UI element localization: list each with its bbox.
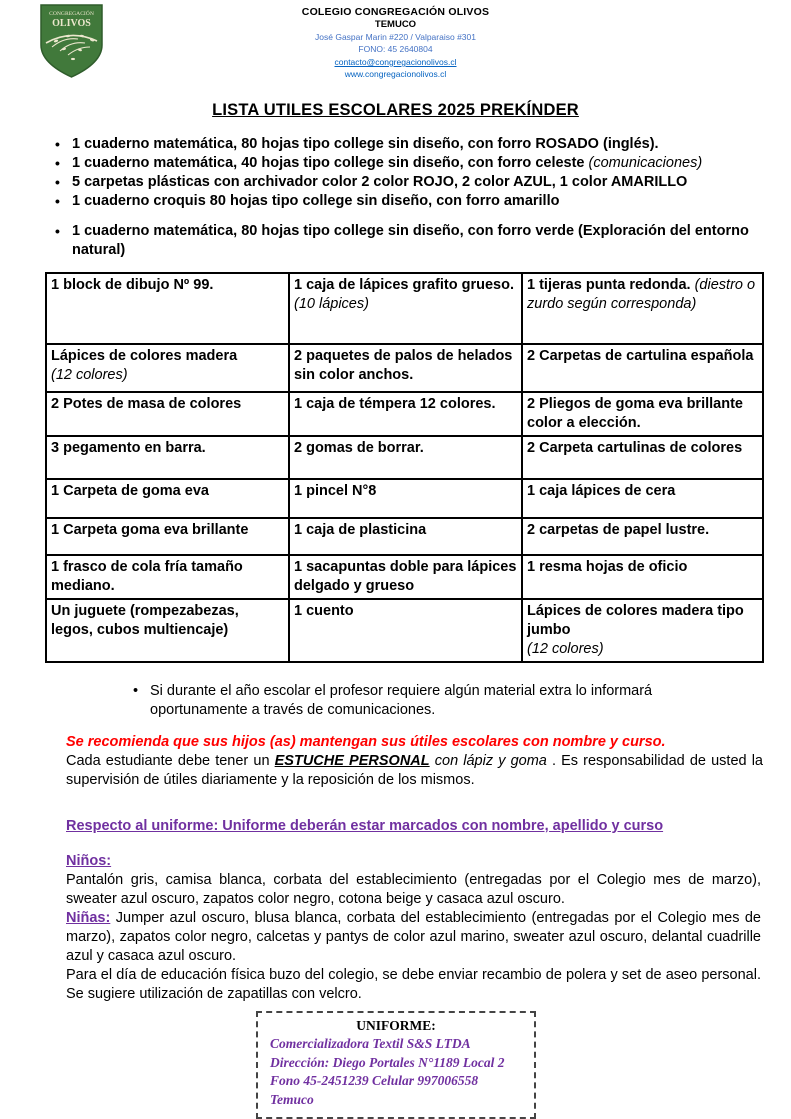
supplies-bullet-list — [55, 135, 763, 260]
extra-material-note — [133, 682, 708, 720]
table-cell: 1 caja lápices de cera — [522, 479, 763, 518]
college-name: COLEGIO CONGREGACIÓN OLIVOS — [301, 6, 490, 18]
table-cell: 1 frasco de cola fría tamaño mediano. — [46, 555, 289, 599]
college-city: TEMUCO — [374, 19, 417, 30]
table-cell: 1 Carpeta goma eva brillante — [46, 518, 289, 555]
supply-bullet-item: • 5 carpetas plásticas con archivador color 2 color ROJO, 2 color AZUL, 1 color AMARILLO — [55, 173, 763, 192]
table-cell: 2 Carpeta cartulinas de colores — [522, 436, 763, 479]
table-cell: 1 Carpeta de goma eva — [46, 479, 289, 518]
girls-label: Niñas: — [66, 910, 111, 926]
pe-uniform-paragraph: Para el día de educación física buzo del colegio, se debe enviar recambio de polera y set de aseo personal. Se sugiere utilización de zapatillas con velcro. — [66, 967, 761, 1002]
name-course-warning: Se recomienda que sus hijos (as) mantengan sus útiles escolares con nombre y curso. — [66, 734, 666, 750]
table-row — [46, 273, 763, 344]
supply-bullet-item: • 1 cuaderno matemática, 80 hojas tipo college sin diseño, con forro ROSADO (inglés). — [55, 135, 763, 154]
supply-bullet-item: • 1 cuaderno matemática, 80 hojas tipo college sin diseño, con forro verde (Exploración del entorno natural) — [55, 222, 763, 260]
table-cell: Un juguete (rompezabezas, legos, cubos multiencaje) — [46, 599, 289, 662]
table-cell: 1 sacapuntas doble para lápices delgado y grueso — [289, 555, 522, 599]
supplies-table — [45, 272, 764, 663]
svg-text:CONGREGACIÓN: CONGREGACIÓN — [49, 11, 94, 17]
uniform-box-line: Fono 45-2451239 Celular 997006558 — [270, 1073, 479, 1088]
table-cell: 2 Pliegos de goma eva brillante color a elección. — [522, 392, 763, 436]
pencil-case-text-before: Cada estudiante debe tener un — [66, 753, 275, 769]
table-cell: 3 pegamento en barra. — [46, 436, 289, 479]
table-cell: 1 resma hojas de oficio — [522, 555, 763, 599]
table-cell: 1 tijeras punta redonda. (diestro o zurdo según corresponda) — [522, 273, 763, 344]
table-row — [46, 518, 763, 555]
shield-icon — [38, 3, 105, 79]
uniform-box-title: UNIFORME: — [356, 1018, 436, 1033]
table-cell: 1 pincel N°8 — [289, 479, 522, 518]
college-address: José Gaspar Marin #220 / Valparaiso #301 — [315, 32, 476, 42]
college-email-link[interactable]: contacto@congregacionolivos.cl — [334, 57, 457, 67]
supplies-table-body — [46, 273, 763, 662]
svg-text:OLIVOS: OLIVOS — [52, 18, 91, 29]
uniform-section-heading: Respecto al uniforme: Uniforme deberán estar marcados con nombre, apellido y curso — [66, 818, 664, 834]
table-row — [46, 599, 763, 662]
table-cell: 2 paquetes de palos de helados sin color anchos. — [289, 344, 522, 392]
table-row — [46, 344, 763, 392]
table-row — [46, 479, 763, 518]
table-cell: Lápices de colores madera (12 colores) — [46, 344, 289, 392]
table-cell: 1 caja de plasticina — [289, 518, 522, 555]
bullet-marker: • — [133, 683, 139, 699]
pencil-case-italic: con lápiz y goma — [429, 753, 547, 769]
supply-bullet-item: • 1 cuaderno matemática, 40 hojas tipo college sin diseño, con forro celeste (comunicaciones) — [55, 154, 763, 173]
table-row — [46, 436, 763, 479]
pencil-case-text-after: . Es responsabilidad de usted la supervisión de útiles diariamente y la reposición de los mismos. — [66, 753, 763, 788]
college-phone: FONO: 45 2640804 — [358, 44, 433, 54]
uniform-box-lines — [270, 1035, 522, 1109]
boys-label: Niños: — [66, 853, 112, 869]
table-cell: 2 gomas de borrar. — [289, 436, 522, 479]
school-shield-logo — [38, 3, 105, 79]
extra-material-text: Si durante el año escolar el profesor requiere algún material extra lo informará oportunamente a través de comunicaciones. — [150, 683, 653, 718]
table-cell: 1 caja de lápices grafito grueso. (10 lápices) — [289, 273, 522, 344]
uniform-box-line: Dirección: Diego Portales N°1189 Local 2 — [270, 1054, 505, 1070]
uniform-supplier-box — [256, 1011, 536, 1119]
table-cell: 1 block de dibujo Nº 99. — [46, 273, 289, 344]
table-cell: Lápices de colores madera tipo jumbo (12 colores) — [522, 599, 763, 662]
table-row — [46, 555, 763, 599]
girls-uniform-text: Jumper azul oscuro, blusa blanca, corbata del establecimiento (entregadas por el Colegio mes de marzo), zapatos color negro, calcetas y pantys de color azul marino, sweater azul oscuro, delantal cuadrille azul y casaca azul oscuro. — [66, 910, 761, 964]
uniform-box-line: Comercializadora Textil S&S LTDA — [270, 1036, 471, 1051]
pencil-case-paragraph — [66, 752, 763, 790]
letterhead-text — [0, 0, 791, 80]
letterhead — [0, 0, 791, 92]
table-cell: 2 Potes de masa de colores — [46, 392, 289, 436]
girls-uniform-paragraph — [66, 909, 761, 966]
boys-uniform-paragraph: Pantalón gris, camisa blanca, corbata del establecimiento (entregadas por el Colegio mes de marzo), sweater azul oscuro, zapatos color negro, cotona beige y casaca azul oscuro. — [66, 872, 761, 907]
table-cell: 2 carpetas de papel lustre. — [522, 518, 763, 555]
supply-bullet-item: • 1 cuaderno croquis 80 hojas tipo college sin diseño, con forro amarillo — [55, 192, 763, 211]
pencil-case-emphasis: ESTUCHE PERSONAL — [274, 753, 430, 769]
uniform-box-line: Temuco — [270, 1091, 314, 1107]
table-cell: 1 caja de témpera 12 colores. — [289, 392, 522, 436]
college-website: www.congregacionolivos.cl — [344, 69, 447, 79]
table-cell: 2 Carpetas de cartulina española — [522, 344, 763, 392]
page-title: LISTA UTILES ESCOLARES 2025 PREKÍNDER — [212, 101, 579, 119]
table-row — [46, 392, 763, 436]
table-cell: 1 cuento — [289, 599, 522, 662]
